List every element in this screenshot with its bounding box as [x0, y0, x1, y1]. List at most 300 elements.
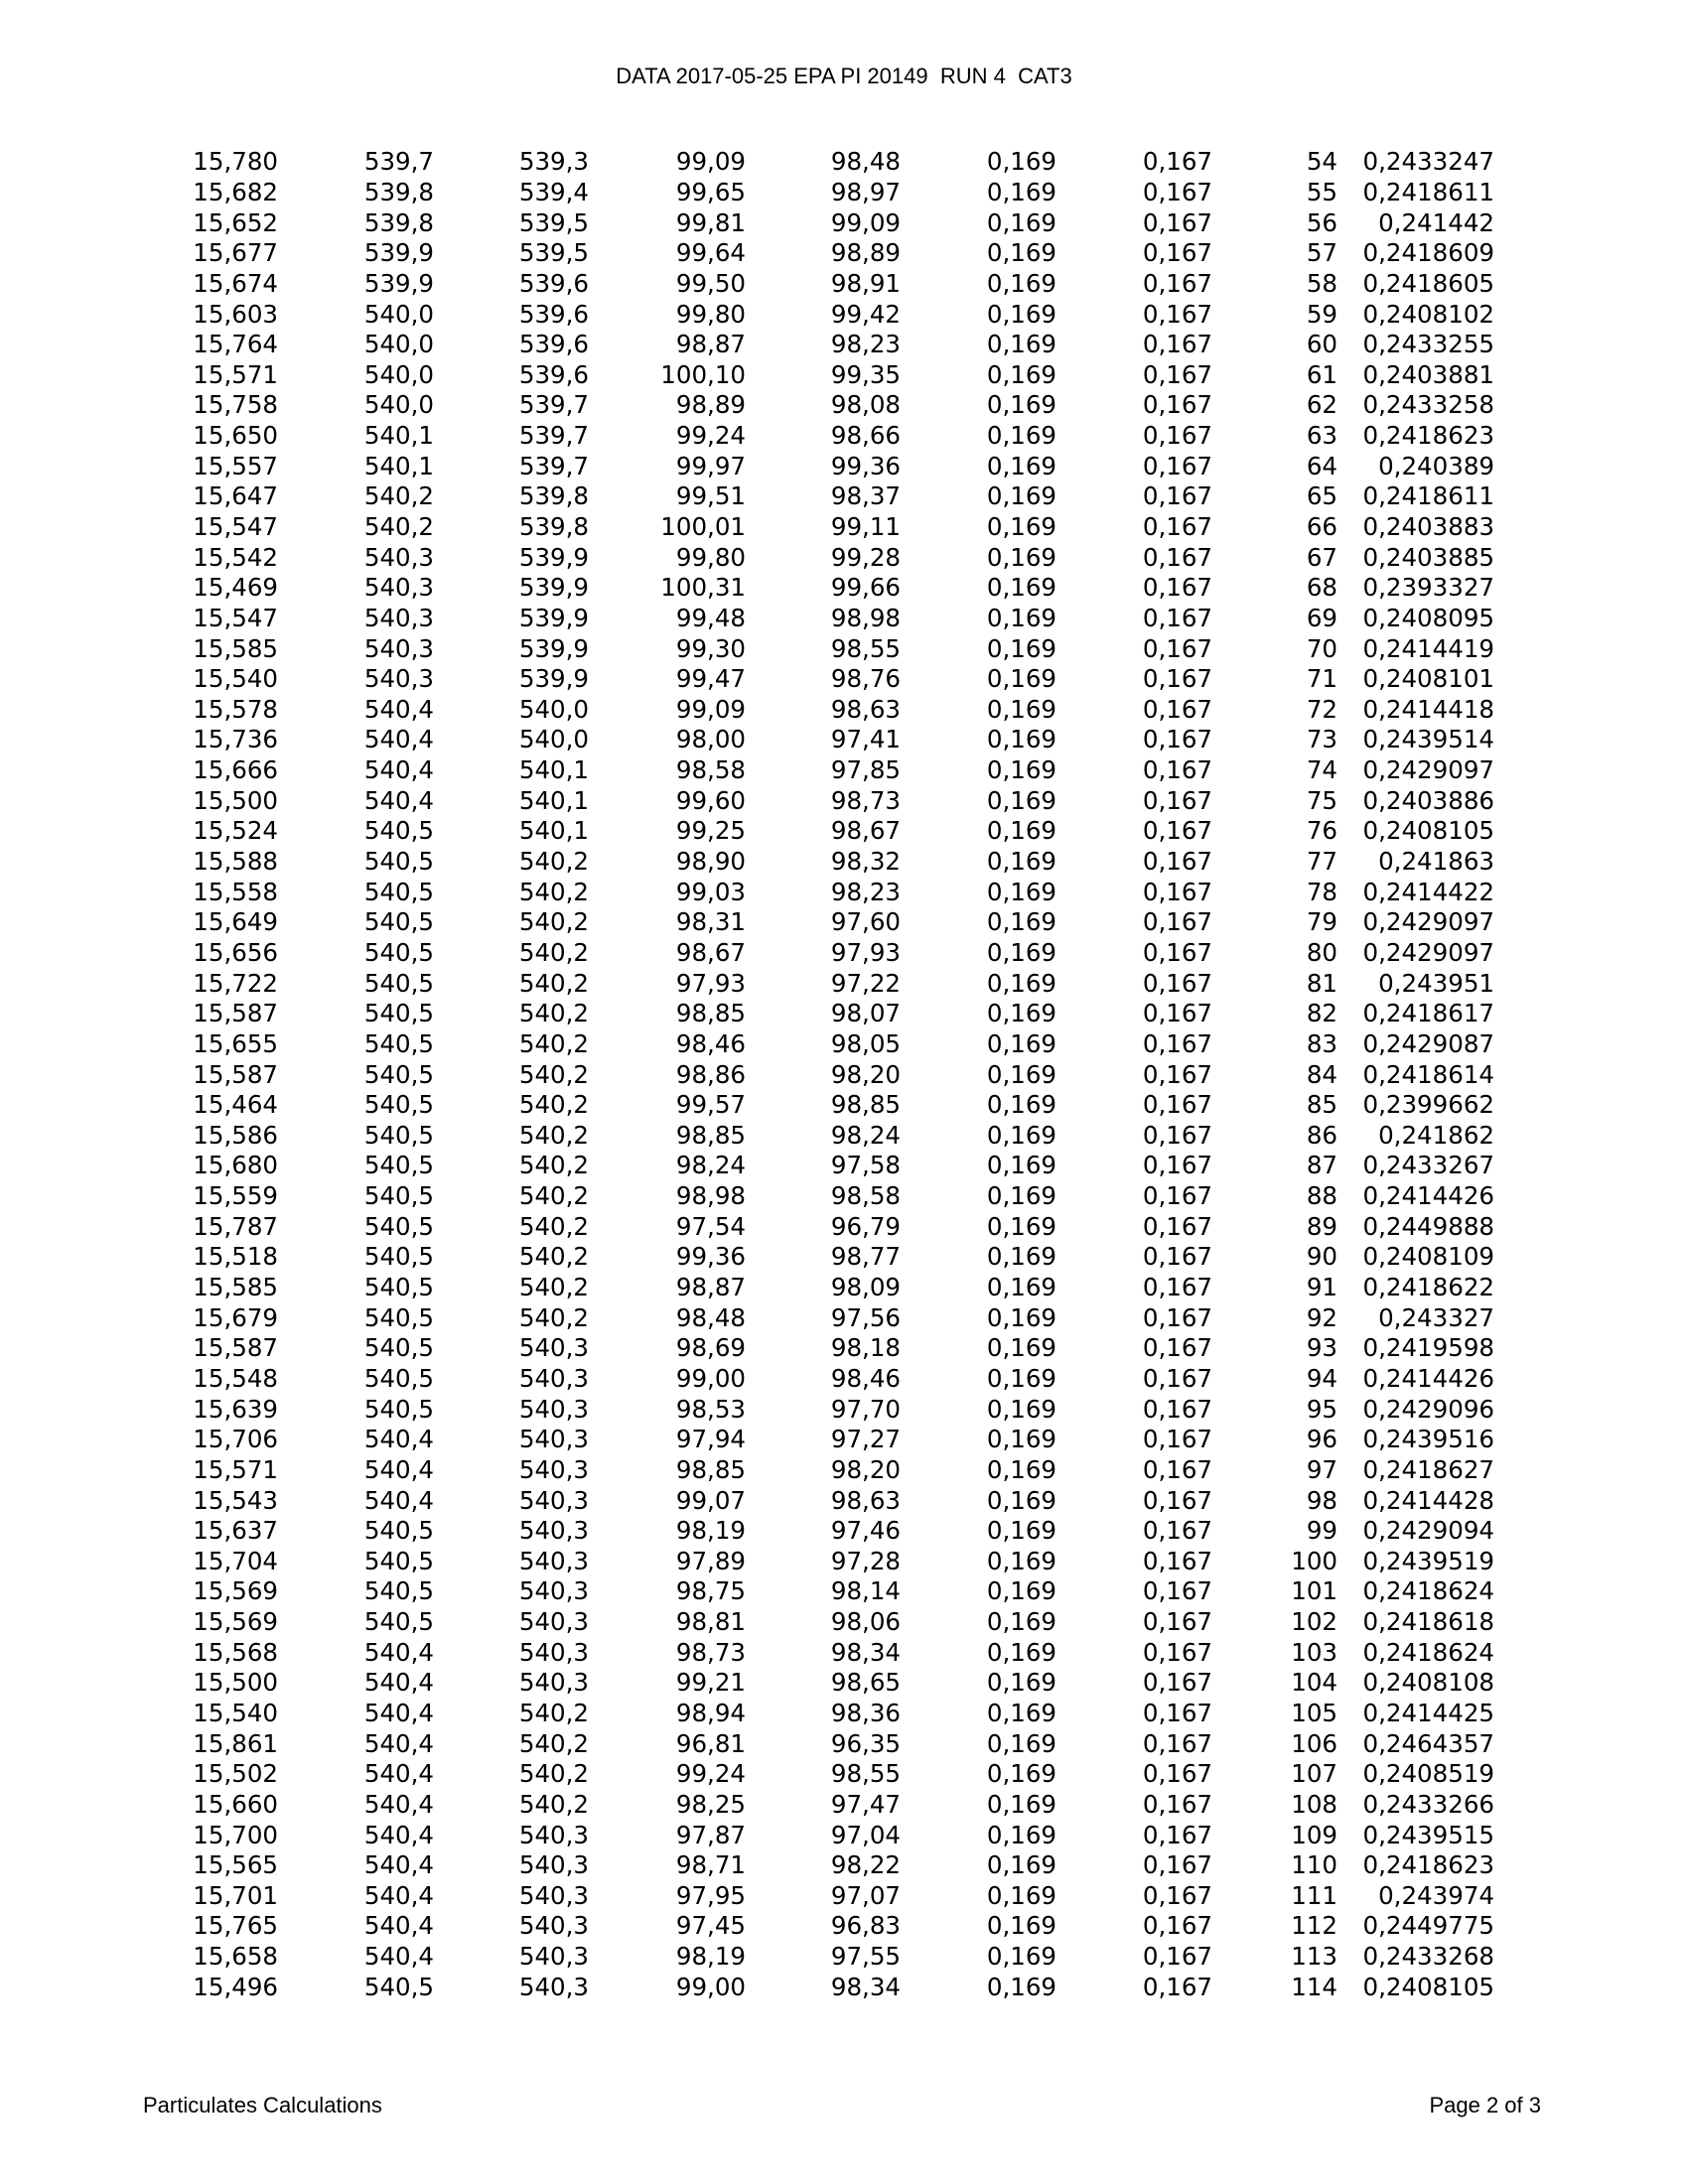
table-row: [169, 755, 1494, 786]
table-cell: 0,169: [986, 816, 1056, 846]
table-cell: 15,496: [193, 1972, 278, 2001]
table-cell: 540,3: [518, 1972, 589, 2001]
table-cell: 540,3: [518, 1485, 589, 1515]
table-row: [169, 1302, 1494, 1333]
table-cell: 0,167: [1142, 1516, 1212, 1546]
table-cell: 15,587: [193, 999, 278, 1028]
table-cell: 0,169: [986, 1880, 1056, 1910]
table-cell: 98,36: [830, 1698, 901, 1727]
table-cell: 0,169: [986, 1911, 1056, 1941]
table-cell: 540,5: [363, 1972, 434, 2001]
table-row: [169, 207, 1494, 238]
table-cell: 98,91: [830, 268, 901, 298]
table-cell: 540,1: [363, 421, 434, 451]
table-cell: 69: [1306, 603, 1337, 632]
table-cell: 540,4: [363, 785, 434, 815]
table-cell: 109: [1291, 1820, 1337, 1849]
table-cell: 540,5: [363, 1576, 434, 1606]
table-cell: 98,18: [830, 1333, 901, 1363]
table-row: [169, 1425, 1494, 1455]
table-row: [169, 1273, 1494, 1303]
table-cell: 15,569: [193, 1576, 278, 1606]
table-cell: 0,167: [1142, 603, 1212, 632]
table-cell: 539,3: [518, 147, 589, 177]
table-cell: 540,5: [363, 847, 434, 877]
table-cell: 539,6: [518, 299, 589, 329]
table-row: [169, 1820, 1494, 1850]
table-cell: 98,89: [675, 390, 746, 420]
table-cell: 94: [1306, 1363, 1337, 1393]
table-cell: 98,19: [675, 1942, 746, 1972]
table-cell: 15,649: [193, 907, 278, 937]
table-row: [169, 1911, 1494, 1942]
table-cell: 540,5: [363, 877, 434, 906]
table-row: [169, 938, 1494, 969]
table-cell: 0,2418614: [1362, 1059, 1494, 1089]
table-cell: 0,169: [986, 1059, 1056, 1089]
table-cell: 97,54: [675, 1211, 746, 1241]
table-cell: 540,2: [518, 1759, 589, 1789]
table-cell: 15,652: [193, 207, 278, 237]
table-cell: 15,587: [193, 1059, 278, 1089]
table-cell: 540,5: [363, 1302, 434, 1332]
table-cell: 0,2414428: [1362, 1485, 1494, 1515]
table-cell: 15,655: [193, 1028, 278, 1058]
table-cell: 0,2418627: [1362, 1454, 1494, 1484]
table-cell: 540,5: [363, 1181, 434, 1211]
table-cell: 99,97: [675, 451, 746, 480]
table-cell: 15,540: [193, 664, 278, 694]
table-cell: 98,77: [830, 1242, 901, 1272]
table-cell: 106: [1291, 1728, 1337, 1758]
table-cell: 74: [1306, 755, 1337, 785]
table-cell: 540,3: [363, 542, 434, 572]
table-cell: 68: [1306, 573, 1337, 603]
table-cell: 98,32: [830, 847, 901, 877]
table-cell: 97,46: [830, 1516, 901, 1546]
table-cell: 0,2403883: [1362, 512, 1494, 541]
table-cell: 539,8: [518, 512, 589, 541]
table-cell: 540,3: [518, 1425, 589, 1454]
table-cell: 73: [1306, 725, 1337, 754]
table-cell: 0,167: [1142, 1181, 1212, 1211]
table-cell: 98,19: [675, 1516, 746, 1546]
table-cell: 97,58: [830, 1151, 901, 1180]
table-cell: 0,169: [986, 1637, 1056, 1667]
table-cell: 15,700: [193, 1820, 278, 1849]
table-cell: 15,679: [193, 1302, 278, 1332]
table-cell: 0,2414426: [1362, 1181, 1494, 1211]
table-cell: 540,5: [363, 1394, 434, 1424]
table-cell: 540,0: [518, 725, 589, 754]
table-cell: 93: [1306, 1333, 1337, 1363]
table-cell: 89: [1306, 1211, 1337, 1241]
table-row: [169, 1516, 1494, 1547]
table-cell: 105: [1291, 1698, 1337, 1727]
table-cell: 0,169: [986, 1546, 1056, 1575]
table-cell: 88: [1306, 1181, 1337, 1211]
table-cell: 0,2418622: [1362, 1273, 1494, 1302]
table-cell: 99,30: [675, 633, 746, 663]
table-cell: 66: [1306, 512, 1337, 541]
table-cell: 0,167: [1142, 330, 1212, 359]
table-cell: 98,06: [830, 1607, 901, 1637]
table-cell: 99,25: [675, 816, 746, 846]
table-cell: 540,2: [518, 1728, 589, 1758]
table-cell: 0,167: [1142, 1090, 1212, 1120]
table-cell: 99,24: [675, 1759, 746, 1789]
table-cell: 0,169: [986, 1302, 1056, 1332]
table-cell: 98,58: [675, 755, 746, 785]
table-cell: 98,87: [675, 330, 746, 359]
table-cell: 99,42: [830, 299, 901, 329]
table-cell: 540,4: [363, 1425, 434, 1454]
table-cell: 99,80: [675, 299, 746, 329]
table-cell: 15,603: [193, 299, 278, 329]
table-cell: 540,5: [363, 907, 434, 937]
table-cell: 99,66: [830, 573, 901, 603]
table-cell: 540,5: [363, 1028, 434, 1058]
table-cell: 0,167: [1142, 1302, 1212, 1332]
table-row: [169, 968, 1494, 999]
table-cell: 98,97: [830, 177, 901, 206]
table-cell: 98,37: [830, 481, 901, 511]
table-cell: 15,565: [193, 1850, 278, 1880]
table-row: [169, 178, 1494, 208]
table-cell: 114: [1291, 1972, 1337, 2001]
table-row: [169, 1699, 1494, 1729]
table-cell: 0,167: [1142, 785, 1212, 815]
table-cell: 98,67: [675, 937, 746, 967]
table-cell: 0,2429094: [1362, 1516, 1494, 1546]
table-cell: 96,83: [830, 1911, 901, 1941]
table-cell: 0,2418605: [1362, 268, 1494, 298]
table-cell: 540,0: [363, 330, 434, 359]
table-cell: 0,2393327: [1362, 573, 1494, 603]
table-row: [169, 1881, 1494, 1912]
table-cell: 98,87: [675, 1273, 746, 1302]
table-cell: 0,2449888: [1362, 1211, 1494, 1241]
table-cell: 0,169: [986, 1454, 1056, 1484]
table-cell: 0,169: [986, 573, 1056, 603]
table-row: [169, 1728, 1494, 1759]
table-cell: 97,27: [830, 1425, 901, 1454]
table-cell: 540,3: [518, 1637, 589, 1667]
table-cell: 98,69: [675, 1333, 746, 1363]
table-cell: 0,167: [1142, 1485, 1212, 1515]
table-cell: 0,167: [1142, 359, 1212, 389]
table-row: [169, 1972, 1494, 2002]
table-cell: 0,167: [1142, 177, 1212, 206]
table-row: [169, 725, 1494, 755]
table-cell: 71: [1306, 664, 1337, 694]
table-cell: 540,2: [518, 877, 589, 906]
table-cell: 97,28: [830, 1546, 901, 1575]
table-cell: 15,660: [193, 1789, 278, 1819]
table-cell: 98,94: [675, 1698, 746, 1727]
table-cell: 0,167: [1142, 1972, 1212, 2001]
table-cell: 0,169: [986, 1850, 1056, 1880]
table-cell: 540,4: [363, 1942, 434, 1972]
table-cell: 0,169: [986, 1242, 1056, 1272]
table-cell: 111: [1291, 1880, 1337, 1910]
table-cell: 0,167: [1142, 1668, 1212, 1698]
table-cell: 0,2414419: [1362, 633, 1494, 663]
table-cell: 539,9: [363, 238, 434, 268]
table-cell: 75: [1306, 785, 1337, 815]
table-cell: 0,169: [986, 147, 1056, 177]
table-cell: 15,548: [193, 1363, 278, 1393]
table-cell: 0,2439519: [1362, 1546, 1494, 1575]
table-cell: 0,167: [1142, 968, 1212, 998]
table-row: [169, 1668, 1494, 1699]
table-cell: 99,11: [830, 512, 901, 541]
table-cell: 0,169: [986, 1668, 1056, 1698]
table-cell: 0,169: [986, 1181, 1056, 1211]
page-header-title: DATA 2017-05-25 EPA PI 20149 RUN 4 CAT3: [616, 64, 1072, 88]
table-cell: 540,2: [518, 1151, 589, 1180]
table-cell: 0,169: [986, 633, 1056, 663]
data-table-body: [169, 147, 1494, 2002]
table-cell: 0,169: [986, 177, 1056, 206]
table-cell: 0,167: [1142, 573, 1212, 603]
table-cell: 15,588: [193, 847, 278, 877]
table-row: [169, 1029, 1494, 1060]
table-cell: 539,8: [363, 177, 434, 206]
table-cell: 97,22: [830, 968, 901, 998]
table-row: [169, 1850, 1494, 1881]
table-row: [169, 1942, 1494, 1973]
table-cell: 540,4: [363, 755, 434, 785]
table-cell: 0,2429096: [1362, 1394, 1494, 1424]
table-cell: 540,0: [518, 694, 589, 724]
table-cell: 99,80: [675, 542, 746, 572]
table-cell: 104: [1291, 1668, 1337, 1698]
table-cell: 0,167: [1142, 816, 1212, 846]
data-table: [169, 147, 1494, 2002]
table-cell: 97,89: [675, 1546, 746, 1575]
table-cell: 0,167: [1142, 755, 1212, 785]
table-cell: 0,2419598: [1362, 1333, 1494, 1363]
table-cell: 98,08: [830, 390, 901, 420]
table-cell: 15,758: [193, 390, 278, 420]
table-cell: 64: [1306, 451, 1337, 480]
table-cell: 0,2433266: [1362, 1789, 1494, 1819]
table-cell: 80: [1306, 937, 1337, 967]
table-cell: 0,2433247: [1362, 147, 1494, 177]
table-cell: 0,167: [1142, 1242, 1212, 1272]
table-cell: 15,571: [193, 1454, 278, 1484]
table-cell: 0,2418623: [1362, 421, 1494, 451]
table-cell: 0,2408101: [1362, 664, 1494, 694]
table-cell: 540,3: [363, 633, 434, 663]
table-cell: 98,14: [830, 1576, 901, 1606]
table-cell: 90: [1306, 1242, 1337, 1272]
table-cell: 540,3: [363, 603, 434, 632]
table-cell: 99,28: [830, 542, 901, 572]
table-cell: 15,585: [193, 1273, 278, 1302]
table-cell: 98,67: [830, 816, 901, 846]
table-cell: 0,167: [1142, 1942, 1212, 1972]
table-row: [169, 816, 1494, 847]
table-cell: 54: [1306, 147, 1337, 177]
table-cell: 540,3: [518, 1911, 589, 1941]
table-cell: 98,63: [830, 694, 901, 724]
table-cell: 540,2: [518, 1242, 589, 1272]
table-cell: 0,2414425: [1362, 1698, 1494, 1727]
table-cell: 0,167: [1142, 1120, 1212, 1150]
table-row: [169, 573, 1494, 604]
table-cell: 0,167: [1142, 512, 1212, 541]
table-cell: 0,2418609: [1362, 238, 1494, 268]
table-cell: 540,2: [518, 1211, 589, 1241]
table-cell: 0,2433255: [1362, 330, 1494, 359]
table-cell: 539,7: [363, 147, 434, 177]
table-cell: 0,2403881: [1362, 359, 1494, 389]
table-cell: 15,571: [193, 359, 278, 389]
table-cell: 0,169: [986, 1698, 1056, 1727]
table-cell: 96,79: [830, 1211, 901, 1241]
table-row: [169, 1242, 1494, 1273]
table-cell: 0,2408519: [1362, 1759, 1494, 1789]
table-cell: 97,04: [830, 1820, 901, 1849]
table-cell: 15,650: [193, 421, 278, 451]
table-cell: 0,2433258: [1362, 390, 1494, 420]
table-cell: 77: [1306, 847, 1337, 877]
table-cell: 0,167: [1142, 1273, 1212, 1302]
table-cell: 539,8: [363, 207, 434, 237]
table-cell: 0,169: [986, 1028, 1056, 1058]
table-cell: 15,682: [193, 177, 278, 206]
table-cell: 15,680: [193, 1151, 278, 1180]
table-cell: 99,50: [675, 268, 746, 298]
table-row: [169, 604, 1494, 634]
table-cell: 0,167: [1142, 1394, 1212, 1424]
table-cell: 98,23: [830, 330, 901, 359]
table-cell: 0,167: [1142, 1211, 1212, 1241]
table-cell: 540,3: [518, 1394, 589, 1424]
table-cell: 0,167: [1142, 1151, 1212, 1180]
table-cell: 0,167: [1142, 299, 1212, 329]
table-cell: 540,3: [518, 1820, 589, 1849]
table-cell: 0,169: [986, 847, 1056, 877]
table-cell: 98,98: [675, 1181, 746, 1211]
table-cell: 98,05: [830, 1028, 901, 1058]
table-cell: 99,24: [675, 421, 746, 451]
table-cell: 0,169: [986, 1789, 1056, 1819]
table-cell: 97,07: [830, 1880, 901, 1910]
table-cell: 540,3: [363, 573, 434, 603]
table-cell: 97,47: [830, 1789, 901, 1819]
table-cell: 98,20: [830, 1454, 901, 1484]
table-cell: 540,5: [363, 937, 434, 967]
table-row: [169, 1576, 1494, 1607]
table-cell: 540,2: [518, 999, 589, 1028]
table-cell: 97: [1306, 1454, 1337, 1484]
table-cell: 0,169: [986, 390, 1056, 420]
table-cell: 0,169: [986, 481, 1056, 511]
table-row: [169, 359, 1494, 390]
table-row: [169, 1759, 1494, 1790]
table-row: [169, 1394, 1494, 1425]
table-cell: 0,169: [986, 1363, 1056, 1393]
table-cell: 0,2439516: [1362, 1425, 1494, 1454]
table-cell: 539,6: [518, 359, 589, 389]
table-cell: 0,169: [986, 1820, 1056, 1849]
table-cell: 15,524: [193, 816, 278, 846]
table-cell: 98,34: [830, 1972, 901, 2001]
table-cell: 0,169: [986, 1394, 1056, 1424]
table-cell: 98,65: [830, 1668, 901, 1698]
table-row: [169, 1151, 1494, 1181]
table-cell: 78: [1306, 877, 1337, 906]
table-cell: 540,0: [363, 390, 434, 420]
table-cell: 98,25: [675, 1789, 746, 1819]
table-row: [169, 1607, 1494, 1638]
table-cell: 0,2464357: [1362, 1728, 1494, 1758]
table-row: [169, 390, 1494, 421]
table-cell: 98,48: [675, 1302, 746, 1332]
table-cell: 15,637: [193, 1516, 278, 1546]
table-cell: 99,03: [675, 877, 746, 906]
table-cell: 540,2: [518, 1789, 589, 1819]
table-cell: 540,2: [518, 847, 589, 877]
table-row: [169, 847, 1494, 878]
table-cell: 540,3: [518, 1942, 589, 1972]
table-cell: 540,4: [363, 1759, 434, 1789]
table-cell: 540,5: [363, 1151, 434, 1180]
table-cell: 98,85: [830, 1090, 901, 1120]
table-cell: 99,00: [675, 1363, 746, 1393]
table-cell: 98,89: [830, 238, 901, 268]
table-cell: 98,98: [830, 603, 901, 632]
table-cell: 0,169: [986, 1425, 1056, 1454]
table-cell: 0,167: [1142, 1363, 1212, 1393]
table-cell: 97,85: [830, 755, 901, 785]
table-cell: 0,2449775: [1362, 1911, 1494, 1941]
table-cell: 15,500: [193, 785, 278, 815]
table-cell: 99,51: [675, 481, 746, 511]
table-row: [169, 147, 1494, 178]
table-cell: 0,2433268: [1362, 1942, 1494, 1972]
table-cell: 99,36: [830, 451, 901, 480]
table-cell: 540,3: [518, 1607, 589, 1637]
table-cell: 0,2399662: [1362, 1090, 1494, 1120]
table-cell: 113: [1291, 1942, 1337, 1972]
table-cell: 0,167: [1142, 238, 1212, 268]
table-cell: 98,34: [830, 1637, 901, 1667]
table-cell: 0,2429097: [1362, 907, 1494, 937]
table-cell: 540,4: [363, 694, 434, 724]
table-cell: 98,73: [830, 785, 901, 815]
table-cell: 0,167: [1142, 694, 1212, 724]
table-cell: 0,2408105: [1362, 1972, 1494, 2001]
table-cell: 0,169: [986, 937, 1056, 967]
table-row: [169, 330, 1494, 360]
table-cell: 0,241863: [1378, 847, 1494, 877]
table-cell: 15,542: [193, 542, 278, 572]
table-cell: 76: [1306, 816, 1337, 846]
table-cell: 540,2: [518, 937, 589, 967]
table-cell: 540,2: [518, 907, 589, 937]
table-cell: 0,243951: [1378, 968, 1494, 998]
table-cell: 60: [1306, 330, 1337, 359]
table-cell: 15,586: [193, 1120, 278, 1150]
table-cell: 0,167: [1142, 1333, 1212, 1363]
table-cell: 110: [1291, 1850, 1337, 1880]
table-cell: 540,4: [363, 1454, 434, 1484]
table-cell: 540,2: [363, 512, 434, 541]
